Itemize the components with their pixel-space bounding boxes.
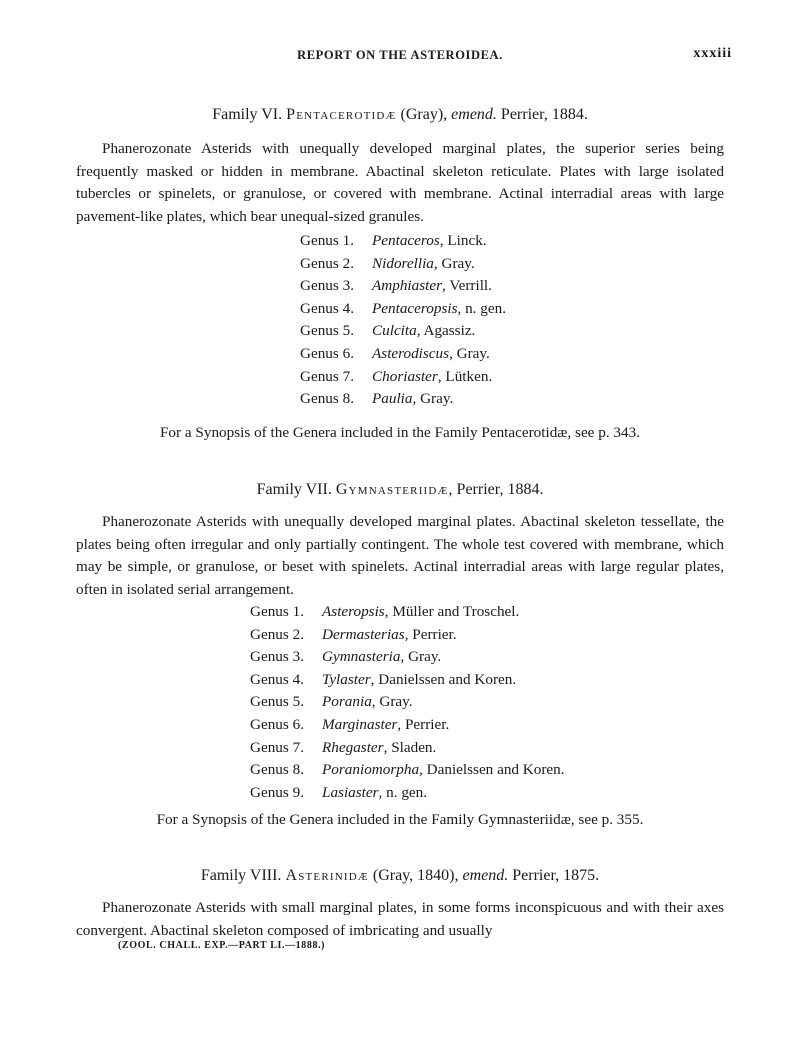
genus-entry xyxy=(300,320,506,343)
genus-number: Genus 3. xyxy=(300,277,354,295)
genus-number: Genus 4. xyxy=(300,299,354,317)
genus-number: Genus 1. xyxy=(250,603,304,620)
genus-entry xyxy=(300,253,506,276)
family-8-emend: emend. xyxy=(462,867,509,884)
family-6-emend: emend. xyxy=(451,106,497,123)
page-number: xxxiii xyxy=(693,46,732,61)
genus-authority: , Linck. xyxy=(439,232,487,249)
genus-entry xyxy=(250,782,565,805)
genus-name: Culcita xyxy=(372,322,417,340)
family-6-authority: (Gray), xyxy=(400,106,448,123)
family-7-heading xyxy=(0,481,800,499)
genus-name: Asterodiscus xyxy=(372,344,450,362)
genus-name: Amphiaster xyxy=(372,277,443,295)
family-8-description: Phanerozonate Asterids with small marginal plates, in some forms inconspicuous and with their axes convergent. Abactinal skeleton composed of imbricating and usually xyxy=(76,899,724,939)
genus-entry xyxy=(300,275,506,298)
genus-number: Genus 3. xyxy=(250,648,304,666)
genus-name: Poraniomorpha xyxy=(322,761,420,779)
genus-authority: , Danielssen and Koren. xyxy=(419,761,565,779)
genus-name: Paulia xyxy=(372,390,413,408)
genus-name: Asteropsis xyxy=(322,603,385,620)
family-6-heading xyxy=(0,106,800,124)
genus-entry xyxy=(300,298,506,321)
family-7-genera-list xyxy=(250,601,565,804)
family-7-synopsis: For a Synopsis of the Genera included in the Family Gymnasteriidæ, see p. 355. xyxy=(156,811,644,828)
family-6-genera-list xyxy=(300,230,506,411)
genus-number: Genus 6. xyxy=(250,715,304,733)
genus-number: Genus 7. xyxy=(250,738,304,756)
family-8-name: Asterinidæ xyxy=(285,867,369,884)
genus-name: Porania xyxy=(322,693,372,711)
genus-name: Dermasterias xyxy=(322,625,405,643)
genus-name: Marginaster xyxy=(322,715,398,733)
genus-authority: , n. gen. xyxy=(378,783,428,801)
genus-number: Genus 6. xyxy=(300,344,354,362)
family-6-prefix: Family VI. xyxy=(212,106,283,123)
genus-authority: , Verrill. xyxy=(442,277,492,295)
genus-authority: , Lütken. xyxy=(437,367,493,385)
genus-number: Genus 5. xyxy=(250,693,304,711)
genus-authority: , Gray. xyxy=(412,390,454,408)
genus-entry xyxy=(250,601,565,624)
genus-name: Nidorellia xyxy=(372,254,434,272)
genus-entry xyxy=(300,343,506,366)
genus-authority: , Müller and Troschel. xyxy=(384,603,520,620)
family-7-prefix: Family VII. xyxy=(256,481,332,498)
genus-number: Genus 4. xyxy=(250,670,304,688)
genus-authority: , Perrier. xyxy=(397,715,450,733)
genus-authority: , Agassiz. xyxy=(416,322,476,340)
family-7-authority: , Perrier, 1884. xyxy=(448,481,544,498)
genus-name: Pentaceros xyxy=(372,232,440,249)
genus-entry xyxy=(250,669,565,692)
genus-authority: , Gray. xyxy=(371,693,413,711)
family-8-heading xyxy=(0,867,800,885)
genus-entry xyxy=(250,646,565,669)
genus-entry xyxy=(250,737,565,760)
family-8-prefix: Family VIII. xyxy=(200,867,282,884)
running-title: REPORT ON THE ASTEROIDEA. xyxy=(297,48,503,62)
genus-number: Genus 7. xyxy=(300,367,354,385)
family-7-name: Gymnasteriidæ xyxy=(335,481,449,498)
family-6-emend-authority: Perrier, 1884. xyxy=(500,106,588,123)
genus-authority: , Gray. xyxy=(433,254,475,272)
genus-entry xyxy=(300,388,506,411)
genus-authority: , Sladen. xyxy=(383,738,437,756)
genus-authority: , n. gen. xyxy=(457,299,506,317)
genus-entry xyxy=(300,366,506,389)
family-7-description: Phanerozonate Asterids with unequally developed marginal plates. Abactinal skeleton tessellate, the plates being often irregular and only partially contingent. The whole test covered with membrane, which may be simple, or granulose, or beset with spinelets. Actinal interradial areas with large regular plates, often in isolated serial arrangement. xyxy=(76,513,724,598)
family-6-name: Pentacerotidæ xyxy=(286,106,397,123)
genus-name: Choriaster xyxy=(372,367,438,385)
running-head xyxy=(0,48,800,72)
family-8-authority: (Gray, 1840), xyxy=(372,867,459,884)
family-6-synopsis: For a Synopsis of the Genera included in the Family Pentacerotidæ, see p. 343. xyxy=(159,424,640,441)
genus-name: Pentaceropsis xyxy=(372,299,458,317)
genus-entry xyxy=(250,714,565,737)
genus-entry xyxy=(300,230,506,253)
genus-number: Genus 2. xyxy=(250,625,304,643)
genus-number: Genus 8. xyxy=(250,761,304,779)
genus-authority: , Gray. xyxy=(400,648,442,666)
genus-name: Tylaster xyxy=(322,670,371,688)
genus-name: Gymnasteria xyxy=(322,648,401,666)
genus-name: Lasiaster xyxy=(322,783,379,801)
genus-number: Genus 9. xyxy=(250,783,304,801)
genus-number: Genus 2. xyxy=(300,254,354,272)
genus-entry xyxy=(250,759,565,782)
family-8-emend-authority: Perrier, 1875. xyxy=(512,867,600,884)
genus-number: Genus 8. xyxy=(300,390,354,408)
genus-name: Rhegaster xyxy=(322,738,384,756)
genus-number: Genus 5. xyxy=(300,322,354,340)
footer-imprint: (ZOOL. CHALL. EXP.—PART LI.—1888.) xyxy=(118,940,326,951)
genus-number: Genus 1. xyxy=(300,232,354,249)
genus-entry xyxy=(250,624,565,647)
genus-authority: , Perrier. xyxy=(404,625,457,643)
genus-authority: , Gray. xyxy=(449,344,490,362)
genus-entry xyxy=(250,691,565,714)
genus-authority: , Danielssen and Koren. xyxy=(370,670,517,688)
family-6-description: Phanerozonate Asterids with unequally developed marginal plates, the superior series being frequently masked or hidden in membrane. Abactinal skeleton reticulate. Plates with large isolated tubercles or spinelets, or granulose, or covered with membrane. Actinal interradial areas with large pavement-like plates, which bear unequal-sized granules. xyxy=(76,140,724,225)
